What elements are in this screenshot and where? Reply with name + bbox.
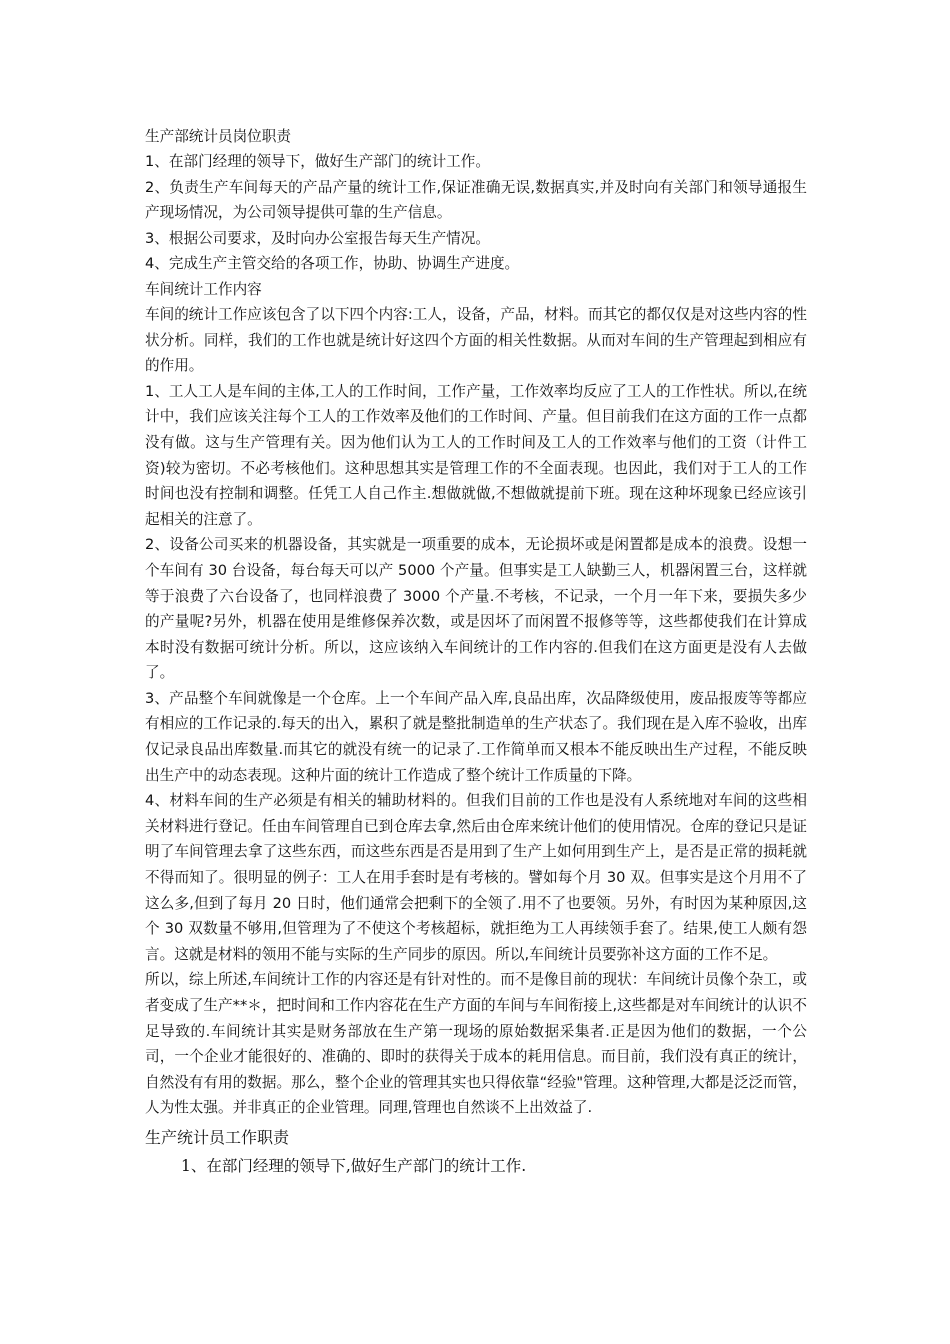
statistician-duty-item-1: 1、在部门经理的领导下,做好生产部门的统计工作. bbox=[181, 1156, 527, 1175]
duty-item-1: 1、在部门经理的领导下，做好生产部门的统计工作。 bbox=[145, 153, 490, 170]
paragraph-products: 3、产品整个车间就像是一个仓库。上一个车间产品入库,良品出库，次品降级使用，废品报废等等都应有相应的工作记录的.每天的出入，累积了就是整批制造单的生产状态了。我们现在是入库不验收，出库仅记录良品出库数量.而其它的就没有统一的记录了.工作简单而又根本不能反映出生产过程，不能反映出生产中的动态表现。这种片面的统计工作造成了整个统计工作质量的下降。 bbox=[145, 689, 807, 784]
paragraph-intro: 车间的统计工作应该包含了以下四个内容:工人，设备，产品，材料。而其它的都仅仅是对这些内容的性状分析。同样，我们的工作也就是统计好这四个方面的相关性数据。从而对车间的生产管理起到相应有的作用。 bbox=[145, 305, 807, 375]
paragraph-workers: 1、工人工人是车间的主体,工人的工作时间，工作产量，工作效率均反应了工人的工作性状。所以,在统计中，我们应该关注每个工人的工作效率及他们的工作时间、产量。但目前我们在这方面的工作一点都没有做。这与生产管理有关。因为他们认为工人的工作时间及工人的工作效率与他们的工资（计件工资)较为密切。不必考核他们。这种思想其实是管理工作的不全面表现。也因此，我们对于工人的工作时间也没有控制和调整。任凭工人自己作主.想做就做,不想做就提前下班。现在这种坏现象已经应该引起相关的注意了。 bbox=[145, 382, 807, 528]
section-title-workshop-stats: 车间统计工作内容 bbox=[145, 280, 262, 298]
paragraph-equipment: 2、设备公司买来的机器设备，其实就是一项重要的成本，无论损坏或是闲置都是成本的浪费。设想一个车间有 30 台设备，每台每天可以产 5000 个产量。但事实是工人缺勤三人，机器闲置三台，这样就等于浪费了六台设备了，也同样浪费了 3000 个产量.不考核，不记录，一个月一年下来，要损失多少的产量呢?另外，机器在使用是维修保养次数，或是因坏了而闲置不报修等等，这些都使我们在计算成本时没有数据可统计分析。所以，这应该纳入车间统计的工作内容的.但我们在这方面更是没有人去做了。 bbox=[145, 536, 807, 682]
paragraph-materials: 4、材料车间的生产必须是有相关的辅助材料的。但我们目前的工作也是没有人系统地对车间的这些相关材料进行登记。任由车间管理自已到仓库去拿,然后由仓库来统计他们的使用情况。仓库的登记只是证明了车间管理去拿了这些东西，而这些东西是否是用到了生产上如何用到生产上，是否是正常的损耗就不得而知了。很明显的例子：工人在用手套时是有考核的。譬如每个月 30 双。但事实是这个月用不了这么多,但到了每月 20 日时，他们通常会把剩下的全领了.用不了也要领。另外，有时因为某种原因,这个 30 双数量不够用,但管理为了不使这个考核超标，就拒绝为工人再续领手套了。结果,使工人颇有怨言。这就是材料的领用不能与实际的生产同步的原因。所以,车间统计员要弥补这方面的工作不足。 bbox=[145, 792, 807, 963]
section-title-statistician-duties: 生产统计员工作职责 bbox=[145, 1127, 290, 1147]
document-body bbox=[145, 124, 807, 1180]
duty-item-3: 3、根据公司要求，及时向办公室报告每天生产情况。 bbox=[145, 229, 490, 247]
duty-item-4: 4、完成生产主管交给的各项工作，协助、协调生产进度。 bbox=[145, 255, 520, 273]
paragraph-conclusion: 所以，综上所述,车间统计工作的内容还是有针对性的。而不是像目前的现状：车间统计员像个杂工，或者变成了生产**＊，把时间和工作内容花在生产方面的车间与车间衔接上,这些都是对车间统计的认识不足导致的.车间统计其实是财务部放在生产第一现场的原始数据采集者.正是因为他们的数据，一个公司，一个企业才能很好的、准确的、即时的获得关于成本的耗用信息。而目前，我们没有真正的统计，自然没有有用的数据。那么，整个企业的管理其实也只得依靠“经验"管理。这种管理,大都是泛泛而管，人为性太强。并非真正的企业管理。同理,管理也自然谈不上出效益了. bbox=[145, 971, 807, 1117]
section-title-job-duties: 生产部统计员岗位职责 bbox=[145, 128, 291, 145]
duty-item-2: 2、负责生产车间每天的产品产量的统计工作,保证准确无误,数据真实,并及时向有关部门和领导通报生产现场情况，为公司领导提供可靠的生产信息。 bbox=[145, 178, 807, 222]
